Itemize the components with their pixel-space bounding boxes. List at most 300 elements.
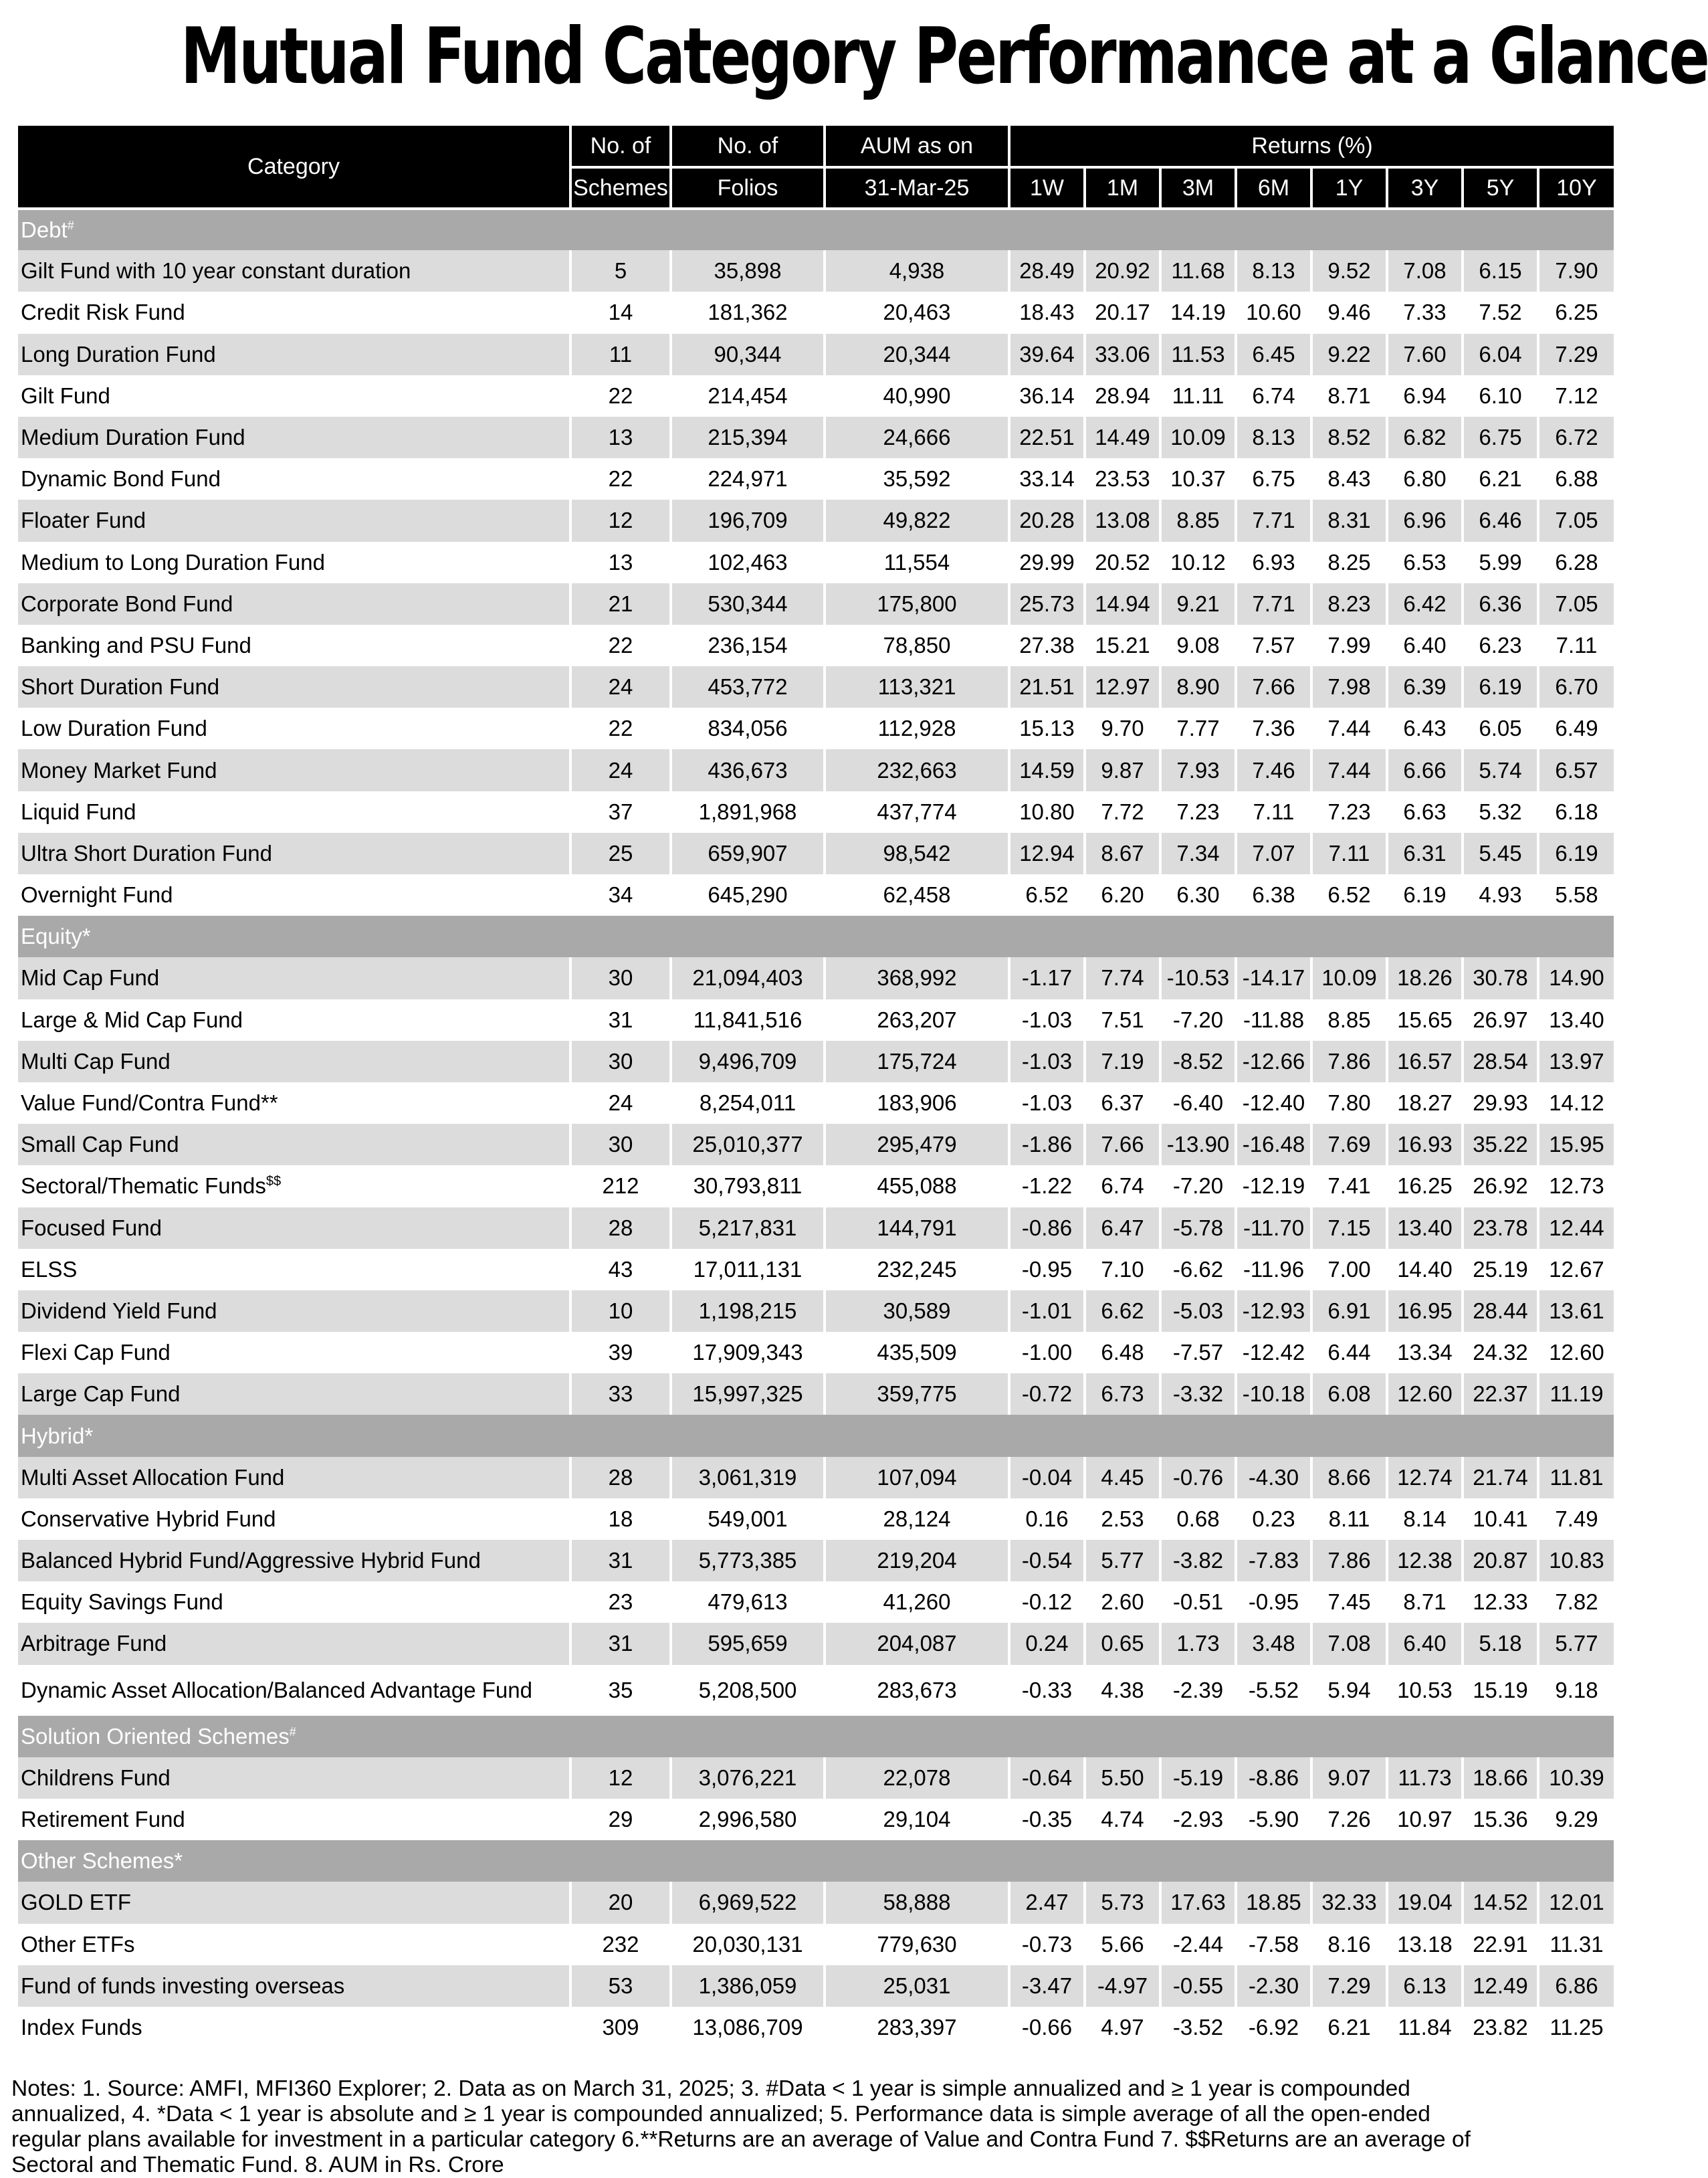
aum-cell: 455,088 bbox=[825, 1165, 1009, 1207]
return-cell-1w: -1.03 bbox=[1009, 1041, 1085, 1082]
return-cell-10y: 6.88 bbox=[1538, 458, 1614, 500]
return-cell-5y: 6.05 bbox=[1463, 708, 1538, 749]
aum-cell: 49,822 bbox=[825, 500, 1009, 541]
table-row bbox=[18, 417, 1614, 458]
return-cell-5y: 6.36 bbox=[1463, 583, 1538, 625]
return-cell-1w: -0.54 bbox=[1009, 1540, 1085, 1581]
return-cell-6m: 3.48 bbox=[1236, 1623, 1311, 1664]
return-cell-3y: 12.38 bbox=[1387, 1540, 1463, 1581]
header-period-1m: 1M bbox=[1085, 167, 1160, 209]
schemes-cell: 31 bbox=[570, 1623, 671, 1664]
folios-cell: 196,709 bbox=[671, 500, 825, 541]
return-cell-10y: 7.29 bbox=[1538, 334, 1614, 375]
return-cell-1m: 28.94 bbox=[1085, 375, 1160, 417]
folios-cell: 3,076,221 bbox=[671, 1757, 825, 1799]
return-cell-1w: 10.80 bbox=[1009, 791, 1085, 833]
schemes-cell: 34 bbox=[570, 874, 671, 916]
section-label bbox=[18, 209, 1614, 250]
return-cell-10y: 10.83 bbox=[1538, 1540, 1614, 1581]
category-name: Other ETFs bbox=[21, 1931, 135, 1957]
return-cell-3y: 12.74 bbox=[1387, 1457, 1463, 1498]
return-cell-3y: 6.82 bbox=[1387, 417, 1463, 458]
category-name: Short Duration Fund bbox=[21, 674, 220, 700]
return-cell-1y: 7.86 bbox=[1311, 1041, 1387, 1082]
return-cell-6m: 7.07 bbox=[1236, 833, 1311, 874]
return-cell-1y: 9.22 bbox=[1311, 334, 1387, 375]
return-cell-1w: -1.03 bbox=[1009, 1082, 1085, 1124]
return-cell-5y: 18.66 bbox=[1463, 1757, 1538, 1799]
return-cell-5y: 25.19 bbox=[1463, 1249, 1538, 1290]
return-cell-3y: 19.04 bbox=[1387, 1882, 1463, 1923]
return-cell-1m: 5.66 bbox=[1085, 1924, 1160, 1965]
return-cell-3m: -8.52 bbox=[1160, 1041, 1236, 1082]
return-cell-6m: 0.23 bbox=[1236, 1498, 1311, 1540]
category-cell bbox=[18, 500, 570, 541]
folios-cell: 215,394 bbox=[671, 417, 825, 458]
return-cell-1y: 7.86 bbox=[1311, 1540, 1387, 1581]
return-cell-6m: 10.60 bbox=[1236, 292, 1311, 333]
category-name: Medium Duration Fund bbox=[21, 425, 245, 450]
return-cell-10y: 11.81 bbox=[1538, 1457, 1614, 1498]
return-cell-6m: -14.17 bbox=[1236, 957, 1311, 999]
return-cell-6m: 7.66 bbox=[1236, 666, 1311, 708]
schemes-cell: 29 bbox=[570, 1799, 671, 1840]
aum-cell: 232,663 bbox=[825, 749, 1009, 791]
folios-cell: 90,344 bbox=[671, 334, 825, 375]
schemes-cell: 21 bbox=[570, 583, 671, 625]
return-cell-5y: 24.32 bbox=[1463, 1332, 1538, 1373]
return-cell-3y: 6.39 bbox=[1387, 666, 1463, 708]
schemes-cell: 22 bbox=[570, 625, 671, 666]
category-name: Fund of funds investing overseas bbox=[21, 1973, 345, 1998]
return-cell-3y: 16.25 bbox=[1387, 1165, 1463, 1207]
table-row bbox=[18, 2007, 1614, 2048]
section-label bbox=[18, 1415, 1614, 1456]
aum-cell: 175,800 bbox=[825, 583, 1009, 625]
folios-cell: 21,094,403 bbox=[671, 957, 825, 999]
schemes-cell: 18 bbox=[570, 1498, 671, 1540]
aum-cell: 779,630 bbox=[825, 1924, 1009, 1965]
category-name: ELSS bbox=[21, 1256, 78, 1282]
category-name: Dynamic Bond Fund bbox=[21, 466, 221, 492]
return-cell-1w: 22.51 bbox=[1009, 417, 1085, 458]
return-cell-1w: 2.47 bbox=[1009, 1882, 1085, 1923]
category-name: Ultra Short Duration Fund bbox=[21, 840, 273, 866]
return-cell-10y: 6.25 bbox=[1538, 292, 1614, 333]
return-cell-3m: 7.34 bbox=[1160, 833, 1236, 874]
category-cell bbox=[18, 250, 570, 292]
return-cell-3m: 7.23 bbox=[1160, 791, 1236, 833]
return-cell-1m: 20.52 bbox=[1085, 542, 1160, 583]
return-cell-10y: 7.05 bbox=[1538, 583, 1614, 625]
category-name: GOLD ETF bbox=[21, 1890, 132, 1915]
aum-cell: 107,094 bbox=[825, 1457, 1009, 1498]
header-schemes-bottom: Schemes bbox=[570, 167, 671, 209]
return-cell-6m: 7.71 bbox=[1236, 500, 1311, 541]
return-cell-6m: 7.11 bbox=[1236, 791, 1311, 833]
return-cell-3m: -3.52 bbox=[1160, 2007, 1236, 2048]
aum-cell: 204,087 bbox=[825, 1623, 1009, 1664]
schemes-cell: 20 bbox=[570, 1882, 671, 1923]
return-cell-3m: 10.12 bbox=[1160, 542, 1236, 583]
return-cell-1y: 32.33 bbox=[1311, 1882, 1387, 1923]
return-cell-3y: 11.73 bbox=[1387, 1757, 1463, 1799]
folios-cell: 530,344 bbox=[671, 583, 825, 625]
return-cell-5y: 35.22 bbox=[1463, 1124, 1538, 1165]
schemes-cell: 22 bbox=[570, 375, 671, 417]
return-cell-1y: 7.45 bbox=[1311, 1581, 1387, 1623]
return-cell-3m: 8.90 bbox=[1160, 666, 1236, 708]
return-cell-3m: 10.09 bbox=[1160, 417, 1236, 458]
return-cell-3m: 17.63 bbox=[1160, 1882, 1236, 1923]
schemes-cell: 24 bbox=[570, 749, 671, 791]
return-cell-5y: 15.36 bbox=[1463, 1799, 1538, 1840]
return-cell-6m: 6.74 bbox=[1236, 375, 1311, 417]
return-cell-5y: 23.82 bbox=[1463, 2007, 1538, 2048]
return-cell-1y: 7.23 bbox=[1311, 791, 1387, 833]
folios-cell: 9,496,709 bbox=[671, 1041, 825, 1082]
section-mark: # bbox=[67, 219, 74, 233]
return-cell-6m: -5.90 bbox=[1236, 1799, 1311, 1840]
return-cell-1y: 6.44 bbox=[1311, 1332, 1387, 1373]
table-row bbox=[18, 1207, 1614, 1249]
category-cell bbox=[18, 417, 570, 458]
return-cell-3y: 6.19 bbox=[1387, 874, 1463, 916]
category-name: Multi Cap Fund bbox=[21, 1048, 171, 1074]
return-cell-10y: 14.90 bbox=[1538, 957, 1614, 999]
return-cell-1m: 4.97 bbox=[1085, 2007, 1160, 2048]
return-cell-1y: 7.41 bbox=[1311, 1165, 1387, 1207]
category-cell bbox=[18, 1207, 570, 1249]
folios-cell: 645,290 bbox=[671, 874, 825, 916]
return-cell-1w: 0.24 bbox=[1009, 1623, 1085, 1664]
section-label bbox=[18, 1716, 1614, 1757]
return-cell-3m: -2.44 bbox=[1160, 1924, 1236, 1965]
return-cell-10y: 6.19 bbox=[1538, 833, 1614, 874]
return-cell-3y: 7.08 bbox=[1387, 250, 1463, 292]
schemes-cell: 43 bbox=[570, 1249, 671, 1290]
return-cell-3m: -7.20 bbox=[1160, 1165, 1236, 1207]
table-row bbox=[18, 1082, 1614, 1124]
return-cell-1y: 7.80 bbox=[1311, 1082, 1387, 1124]
table-row bbox=[18, 1665, 1614, 1716]
return-cell-1m: 6.48 bbox=[1085, 1332, 1160, 1373]
return-cell-3m: -5.03 bbox=[1160, 1290, 1236, 1332]
category-name: Focused Fund bbox=[21, 1215, 162, 1240]
table-body bbox=[18, 209, 1614, 2048]
return-cell-10y: 12.44 bbox=[1538, 1207, 1614, 1249]
folios-cell: 834,056 bbox=[671, 708, 825, 749]
section-mark: # bbox=[289, 1724, 296, 1739]
schemes-cell: 33 bbox=[570, 1373, 671, 1415]
schemes-cell: 22 bbox=[570, 458, 671, 500]
return-cell-1y: 8.25 bbox=[1311, 542, 1387, 583]
category-cell bbox=[18, 1965, 570, 2007]
return-cell-3m: 0.68 bbox=[1160, 1498, 1236, 1540]
schemes-cell: 23 bbox=[570, 1581, 671, 1623]
aum-cell: 41,260 bbox=[825, 1581, 1009, 1623]
return-cell-10y: 12.60 bbox=[1538, 1332, 1614, 1373]
return-cell-3y: 6.53 bbox=[1387, 542, 1463, 583]
return-cell-1m: 9.87 bbox=[1085, 749, 1160, 791]
return-cell-3y: 12.60 bbox=[1387, 1373, 1463, 1415]
return-cell-10y: 7.05 bbox=[1538, 500, 1614, 541]
category-cell bbox=[18, 334, 570, 375]
aum-cell: 35,592 bbox=[825, 458, 1009, 500]
folios-cell: 181,362 bbox=[671, 292, 825, 333]
category-cell bbox=[18, 458, 570, 500]
return-cell-1w: 39.64 bbox=[1009, 334, 1085, 375]
return-cell-1m: 33.06 bbox=[1085, 334, 1160, 375]
category-cell bbox=[18, 1124, 570, 1165]
header-period-10y: 10Y bbox=[1538, 167, 1614, 209]
category-name: Low Duration Fund bbox=[21, 716, 207, 741]
return-cell-5y: 21.74 bbox=[1463, 1457, 1538, 1498]
return-cell-1y: 8.11 bbox=[1311, 1498, 1387, 1540]
table-row bbox=[18, 1249, 1614, 1290]
return-cell-3y: 13.40 bbox=[1387, 1207, 1463, 1249]
return-cell-1w: 36.14 bbox=[1009, 375, 1085, 417]
schemes-cell: 24 bbox=[570, 1082, 671, 1124]
return-cell-1y: 9.52 bbox=[1311, 250, 1387, 292]
return-cell-5y: 20.87 bbox=[1463, 1540, 1538, 1581]
category-name: Flexi Cap Fund bbox=[21, 1340, 171, 1365]
return-cell-1m: 0.65 bbox=[1085, 1623, 1160, 1664]
category-cell bbox=[18, 1082, 570, 1124]
category-cell bbox=[18, 1290, 570, 1332]
return-cell-1m: 12.97 bbox=[1085, 666, 1160, 708]
return-cell-6m: 8.13 bbox=[1236, 417, 1311, 458]
table-row bbox=[18, 999, 1614, 1041]
return-cell-6m: -12.42 bbox=[1236, 1332, 1311, 1373]
category-cell bbox=[18, 1332, 570, 1373]
return-cell-5y: 29.93 bbox=[1463, 1082, 1538, 1124]
folios-cell: 102,463 bbox=[671, 542, 825, 583]
return-cell-1m: 5.50 bbox=[1085, 1757, 1160, 1799]
return-cell-1m: 6.73 bbox=[1085, 1373, 1160, 1415]
category-cell bbox=[18, 749, 570, 791]
aum-cell: 29,104 bbox=[825, 1799, 1009, 1840]
return-cell-3y: 16.93 bbox=[1387, 1124, 1463, 1165]
return-cell-3y: 7.60 bbox=[1387, 334, 1463, 375]
return-cell-5y: 14.52 bbox=[1463, 1882, 1538, 1923]
schemes-cell: 232 bbox=[570, 1924, 671, 1965]
return-cell-5y: 12.49 bbox=[1463, 1965, 1538, 2007]
return-cell-1y: 6.08 bbox=[1311, 1373, 1387, 1415]
header-folios-bottom: Folios bbox=[671, 167, 825, 209]
return-cell-1y: 8.43 bbox=[1311, 458, 1387, 500]
return-cell-6m: -12.19 bbox=[1236, 1165, 1311, 1207]
return-cell-1y: 7.99 bbox=[1311, 625, 1387, 666]
return-cell-6m: -11.96 bbox=[1236, 1249, 1311, 1290]
aum-cell: 295,479 bbox=[825, 1124, 1009, 1165]
table-row bbox=[18, 625, 1614, 666]
category-name: Value Fund/Contra Fund** bbox=[21, 1090, 278, 1116]
return-cell-10y: 7.90 bbox=[1538, 250, 1614, 292]
category-name: Money Market Fund bbox=[21, 757, 217, 783]
return-cell-3y: 16.95 bbox=[1387, 1290, 1463, 1332]
section-name: Hybrid* bbox=[21, 1423, 94, 1448]
return-cell-1w: 33.14 bbox=[1009, 458, 1085, 500]
header-folios-top: No. of bbox=[671, 126, 825, 167]
section-header-row bbox=[18, 1840, 1614, 1882]
return-cell-1y: 8.31 bbox=[1311, 500, 1387, 541]
return-cell-3m: -0.55 bbox=[1160, 1965, 1236, 2007]
folios-cell: 214,454 bbox=[671, 375, 825, 417]
table-row bbox=[18, 500, 1614, 541]
return-cell-6m: -16.48 bbox=[1236, 1124, 1311, 1165]
return-cell-1m: 4.38 bbox=[1085, 1665, 1160, 1716]
aum-cell: 62,458 bbox=[825, 874, 1009, 916]
return-cell-10y: 6.57 bbox=[1538, 749, 1614, 791]
aum-cell: 20,463 bbox=[825, 292, 1009, 333]
return-cell-1y: 8.52 bbox=[1311, 417, 1387, 458]
return-cell-3y: 16.57 bbox=[1387, 1041, 1463, 1082]
return-cell-3m: -10.53 bbox=[1160, 957, 1236, 999]
table-row bbox=[18, 542, 1614, 583]
return-cell-3m: -7.20 bbox=[1160, 999, 1236, 1041]
aum-cell: 437,774 bbox=[825, 791, 1009, 833]
table-row bbox=[18, 1540, 1614, 1581]
category-cell bbox=[18, 1623, 570, 1664]
return-cell-3m: 14.19 bbox=[1160, 292, 1236, 333]
table-row bbox=[18, 292, 1614, 333]
return-cell-3y: 7.33 bbox=[1387, 292, 1463, 333]
return-cell-1y: 7.00 bbox=[1311, 1249, 1387, 1290]
aum-cell: 4,938 bbox=[825, 250, 1009, 292]
return-cell-1y: 8.16 bbox=[1311, 1924, 1387, 1965]
return-cell-1w: -0.12 bbox=[1009, 1581, 1085, 1623]
return-cell-10y: 10.39 bbox=[1538, 1757, 1614, 1799]
folios-cell: 6,969,522 bbox=[671, 1882, 825, 1923]
return-cell-3y: 6.40 bbox=[1387, 625, 1463, 666]
return-cell-10y: 9.18 bbox=[1538, 1665, 1614, 1716]
folios-cell: 11,841,516 bbox=[671, 999, 825, 1041]
table-row bbox=[18, 1124, 1614, 1165]
return-cell-3m: 11.11 bbox=[1160, 375, 1236, 417]
category-cell bbox=[18, 874, 570, 916]
aum-cell: 78,850 bbox=[825, 625, 1009, 666]
aum-cell: 112,928 bbox=[825, 708, 1009, 749]
schemes-cell: 31 bbox=[570, 1540, 671, 1581]
return-cell-1w: -1.22 bbox=[1009, 1165, 1085, 1207]
return-cell-1w: 20.28 bbox=[1009, 500, 1085, 541]
return-cell-1m: 14.49 bbox=[1085, 417, 1160, 458]
return-cell-3y: 13.34 bbox=[1387, 1332, 1463, 1373]
category-name: Gilt Fund bbox=[21, 383, 110, 408]
return-cell-1m: 6.62 bbox=[1085, 1290, 1160, 1332]
table-row bbox=[18, 1457, 1614, 1498]
folios-cell: 236,154 bbox=[671, 625, 825, 666]
return-cell-10y: 11.31 bbox=[1538, 1924, 1614, 1965]
footnote-line: Sectoral and Thematic Fund. 8. AUM in Rs. Crore bbox=[11, 2153, 504, 2177]
return-cell-1m: 7.51 bbox=[1085, 999, 1160, 1041]
return-cell-1w: -0.04 bbox=[1009, 1457, 1085, 1498]
folios-cell: 436,673 bbox=[671, 749, 825, 791]
category-name: Mid Cap Fund bbox=[21, 965, 160, 991]
return-cell-1y: 10.09 bbox=[1311, 957, 1387, 999]
section-name: Solution Oriented Schemes bbox=[21, 1723, 290, 1749]
return-cell-10y: 12.73 bbox=[1538, 1165, 1614, 1207]
schemes-cell: 31 bbox=[570, 999, 671, 1041]
return-cell-1y: 9.07 bbox=[1311, 1757, 1387, 1799]
folios-cell: 5,217,831 bbox=[671, 1207, 825, 1249]
category-name: Retirement Fund bbox=[21, 1807, 185, 1832]
return-cell-3y: 6.43 bbox=[1387, 708, 1463, 749]
return-cell-1m: 6.47 bbox=[1085, 1207, 1160, 1249]
return-cell-1w: 21.51 bbox=[1009, 666, 1085, 708]
folios-cell: 479,613 bbox=[671, 1581, 825, 1623]
category-cell bbox=[18, 542, 570, 583]
return-cell-5y: 15.19 bbox=[1463, 1665, 1538, 1716]
table-row bbox=[18, 1498, 1614, 1540]
schemes-cell: 30 bbox=[570, 1124, 671, 1165]
category-cell bbox=[18, 583, 570, 625]
table-row bbox=[18, 1757, 1614, 1799]
aum-cell: 368,992 bbox=[825, 957, 1009, 999]
header-aum-bottom: 31-Mar-25 bbox=[825, 167, 1009, 209]
schemes-cell: 12 bbox=[570, 500, 671, 541]
return-cell-1y: 7.98 bbox=[1311, 666, 1387, 708]
return-cell-10y: 6.49 bbox=[1538, 708, 1614, 749]
section-label bbox=[18, 1840, 1614, 1882]
return-cell-1y: 7.26 bbox=[1311, 1799, 1387, 1840]
return-cell-3m: -5.19 bbox=[1160, 1757, 1236, 1799]
aum-cell: 20,344 bbox=[825, 334, 1009, 375]
category-name: Gilt Fund with 10 year constant duration bbox=[21, 258, 411, 284]
aum-cell: 283,673 bbox=[825, 1665, 1009, 1716]
return-cell-1w: -0.86 bbox=[1009, 1207, 1085, 1249]
return-cell-6m: -12.93 bbox=[1236, 1290, 1311, 1332]
category-name: Conservative Hybrid Fund bbox=[21, 1506, 276, 1531]
return-cell-5y: 5.32 bbox=[1463, 791, 1538, 833]
category-cell bbox=[18, 375, 570, 417]
return-cell-5y: 28.44 bbox=[1463, 1290, 1538, 1332]
aum-cell: 58,888 bbox=[825, 1882, 1009, 1923]
header-aum-top: AUM as on bbox=[825, 126, 1009, 167]
category-cell bbox=[18, 1665, 570, 1716]
category-cell bbox=[18, 791, 570, 833]
return-cell-5y: 22.37 bbox=[1463, 1373, 1538, 1415]
return-cell-10y: 6.18 bbox=[1538, 791, 1614, 833]
return-cell-10y: 15.95 bbox=[1538, 1124, 1614, 1165]
category-name: Index Funds bbox=[21, 2014, 142, 2040]
return-cell-5y: 6.23 bbox=[1463, 625, 1538, 666]
return-cell-1y: 7.08 bbox=[1311, 1623, 1387, 1664]
return-cell-1y: 6.21 bbox=[1311, 2007, 1387, 2048]
return-cell-3y: 8.71 bbox=[1387, 1581, 1463, 1623]
folios-cell: 5,208,500 bbox=[671, 1665, 825, 1716]
category-cell bbox=[18, 1540, 570, 1581]
aum-cell: 144,791 bbox=[825, 1207, 1009, 1249]
section-label bbox=[18, 916, 1614, 957]
return-cell-10y: 6.70 bbox=[1538, 666, 1614, 708]
category-cell bbox=[18, 833, 570, 874]
return-cell-3y: 18.26 bbox=[1387, 957, 1463, 999]
return-cell-1m: 6.37 bbox=[1085, 1082, 1160, 1124]
folios-cell: 2,996,580 bbox=[671, 1799, 825, 1840]
category-name: Overnight Fund bbox=[21, 882, 173, 908]
header-period-3y: 3Y bbox=[1387, 167, 1463, 209]
schemes-cell: 30 bbox=[570, 1041, 671, 1082]
schemes-cell: 12 bbox=[570, 1757, 671, 1799]
footnote-line: regular plans available for investment in a particular category 6.**Returns are an average of Value and Contra Fund 7. $$Returns are an average of bbox=[11, 2127, 1471, 2152]
return-cell-6m: 6.45 bbox=[1236, 334, 1311, 375]
category-name: Arbitrage Fund bbox=[21, 1631, 167, 1656]
aum-cell: 219,204 bbox=[825, 1540, 1009, 1581]
footnotes bbox=[11, 2076, 1613, 2178]
return-cell-3m: 9.08 bbox=[1160, 625, 1236, 666]
